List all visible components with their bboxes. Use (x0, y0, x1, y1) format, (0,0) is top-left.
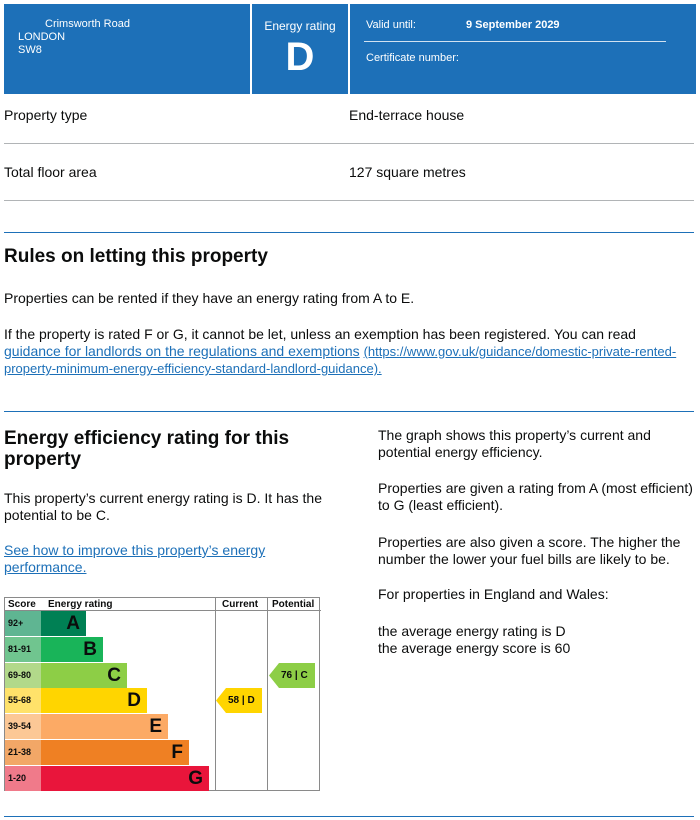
average-rating-text: the average energy rating is D (378, 623, 566, 639)
band-bar (41, 688, 147, 713)
current-rating-arrow-label: 58 | D (228, 695, 255, 707)
band-score-range: 21-38 (5, 740, 41, 765)
band-score-range: 55-68 (5, 688, 41, 713)
address-line-3: SW8 (18, 44, 42, 56)
improve-performance-link[interactable]: See how to improve this property’s energy performance. (4, 542, 266, 575)
valid-until-date: 9 September 2029 (466, 19, 560, 31)
divider (364, 41, 666, 42)
band-score-range: 39-54 (5, 714, 41, 739)
band-bar (41, 663, 127, 688)
energy-rating-chart (4, 597, 320, 791)
band-letter: C (107, 664, 121, 686)
divider (4, 143, 694, 144)
address-panel (4, 4, 250, 94)
potential-column-header: Potential (272, 599, 315, 610)
letting-paragraph-1: Properties can be rented if they have an energy rating from A to E. (4, 290, 415, 306)
validity-panel (350, 4, 696, 94)
band-letter: A (66, 613, 80, 634)
band-score-range: 1-20 (5, 766, 41, 791)
address-line-2: LONDON (18, 31, 66, 43)
potential-rating-arrow (269, 663, 315, 688)
current-rating-text: This property’s current energy rating is D. It has the potential to be C. (4, 490, 322, 523)
energy-rating-panel (252, 4, 348, 94)
band-bar (41, 714, 168, 739)
band-bar (41, 766, 209, 791)
certificate-header (0, 4, 700, 94)
current-rating-arrow (216, 688, 262, 713)
band-letter: B (83, 638, 97, 660)
energy-rating-label: Energy rating (264, 19, 336, 33)
band-letter: E (149, 716, 162, 738)
band-score-range: 92+ (5, 611, 41, 636)
band-letter: F (171, 742, 183, 763)
band-score-range: 81-91 (5, 637, 41, 662)
summary-key: Property type (4, 107, 88, 123)
letting-heading: Rules on letting this property (4, 246, 268, 267)
average-score-text: the average energy score is 60 (378, 640, 571, 656)
band-bar (41, 611, 86, 636)
certificate-number-label: Certificate number: (366, 52, 459, 64)
summary-key: Total floor area (4, 164, 97, 180)
band-letter: G (188, 767, 203, 789)
england-wales-label: For properties in England and Wales: (378, 586, 609, 602)
band-bar (41, 637, 103, 662)
rating-explanation: Properties are given a rating from A (most efficient) to G (least efficient). (378, 480, 693, 513)
band-letter: D (127, 690, 141, 712)
chart-header-row (5, 598, 321, 611)
address-line-1: Crimsworth Road (45, 18, 130, 30)
potential-rating-arrow-label: 76 | C (281, 669, 308, 681)
improve-performance-paragraph (4, 542, 304, 576)
summary-value: End-terrace house (349, 107, 465, 123)
current-column-header: Current (222, 599, 259, 610)
letting-paragraph-2-text: If the property is rated F or G, it cannot be let, unless an exemption has been registered. You can read (4, 326, 636, 342)
landlord-guidance-link[interactable]: guidance for landlords on the regulations and exemptions (4, 343, 360, 359)
section-divider (4, 411, 694, 412)
energy-rating-letter: D (285, 35, 315, 79)
valid-until-label: Valid until: (366, 19, 416, 31)
section-divider (4, 232, 694, 233)
band-score-range: 69-80 (5, 663, 41, 688)
landlord-guidance-url-link[interactable]: (https://www.gov.uk/guidance/domestic-private-rented-property-minimum-energy-efficiency-standard-landlord-guidance). (4, 344, 677, 376)
band-bar (41, 740, 189, 765)
letting-paragraph-2 (4, 326, 696, 377)
column-divider (267, 598, 268, 790)
efficiency-heading: Energy efficiency rating for this property (4, 428, 290, 470)
score-explanation: Properties are also given a score. The higher the number the lower your fuel bills are likely to be. (378, 534, 681, 567)
section-divider (4, 816, 694, 817)
graph-explanation: The graph shows this property’s current and potential energy efficiency. (378, 427, 651, 460)
rating-column-header: Energy rating (48, 599, 113, 610)
divider (4, 200, 694, 201)
score-column-header: Score (8, 599, 36, 610)
summary-value: 127 square metres (349, 164, 466, 180)
